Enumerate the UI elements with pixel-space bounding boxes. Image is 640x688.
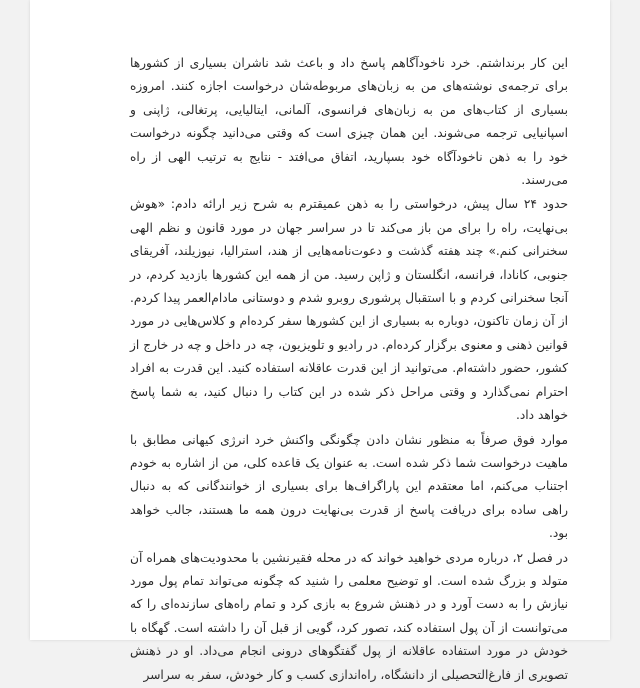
paragraph-3: موارد فوق صرفاً به منظور نشان دادن چگونگی واکنش خرد انرژی کیهانی مطابق با ماهیت درخواست شما ذکر شده است. به عنوان یک قاعده کلی، من از اشاره به خودم اجتناب می‌کنم، اما معتقدم این پاراگراف‌ها برای بسیاری از خوانندگانی که به دنبال راهی ساده برای دریافت پاسخ از قدرت بی‌نهایت درون همه ما هستند، جالب خواهد بود. (130, 432, 568, 541)
page-body-text (130, 52, 568, 688)
book-page (30, 0, 610, 682)
paragraph-2: حدود ۲۴ سال پیش، درخواستی را به ذهن عمیقترم به شرح زیر ارائه دادم: «هوش بی‌نهایت، راه را برای من باز می‌کند تا در سراسر جهان در مورد قانون و نظم الهی سخنرانی کنم.» چند هفته گذشت و دعوت‌نامه‌هایی از هند، استرالیا، نیوزیلند، آفریقای جنوبی، کانادا، فرانسه، انگلستان و ژاپن رسید. من از همه این کشورها بازدید کردم، در آنجا سخنرانی کردم و با استقبال پرشوری روبرو شدم و دوستانی مادام‌العمر پیدا کردم. از آن زمان تاکنون، دوباره به بسیاری از این کشورها سفر کرده‌ام و کلاس‌هایی در مورد قوانین ذهنی و معنوی برگزار کرده‌ام. در رادیو و تلویزیون، چه در داخل و چه در خارج از کشور، حضور داشته‌ام. می‌توانید از این قدرت عاقلانه استفاده کنید. این قدرت به افراد احترام نمی‌گذارد و وقتی مراحل ذکر شده در این کتاب را دنبال کنید، به شما پاسخ خواهد داد. (130, 197, 569, 423)
paragraph-1: این کار برنداشتم. خرد ناخودآگاهم پاسخ داد و باعث شد ناشران بسیاری از کشورها برای ترجمه‌ی نوشته‌های من به زبان‌های مربوطه‌شان درخواست اجازه کنند. امروزه بسیاری از کتاب‌های من به زبان‌های فرانسوی، آلمانی، ایتالیایی، پرتغالی، ژاپنی و اسپانیایی ترجمه می‌شوند. این همان چیزی است که وقتی می‌دانید چگونه درخواست خود را به ذهن ناخودآگاه خود بسپارید، اتفاق می‌افتد - نتایج به ترتیب الهی از راه می‌رسند. (130, 56, 568, 188)
paragraph-4: در فصل ۲، درباره مردی خواهید خواند که در محله فقیرنشین با محدودیت‌های همراه آن متولد و بزرگ شده است. او توضیح معلمی را شنید که چگونه می‌تواند تمام پول مورد نیازش را به دست آورد و در ذهنش شروع به بازی کرد و تمام راه‌های سازنده‌ای را که می‌توانست از آن پول استفاده کند، تصور کرد، گویی از قبل آن را داشته است. گهگاه با خودش در مورد استفاده عاقلانه از پول گفتگوهای درونی انجام می‌داد. او در ذهنش تصویری از فارغ‌التحصیلی از دانشگاه، راه‌اندازی کسب و کار خودش، سفر به سراسر (130, 550, 568, 682)
